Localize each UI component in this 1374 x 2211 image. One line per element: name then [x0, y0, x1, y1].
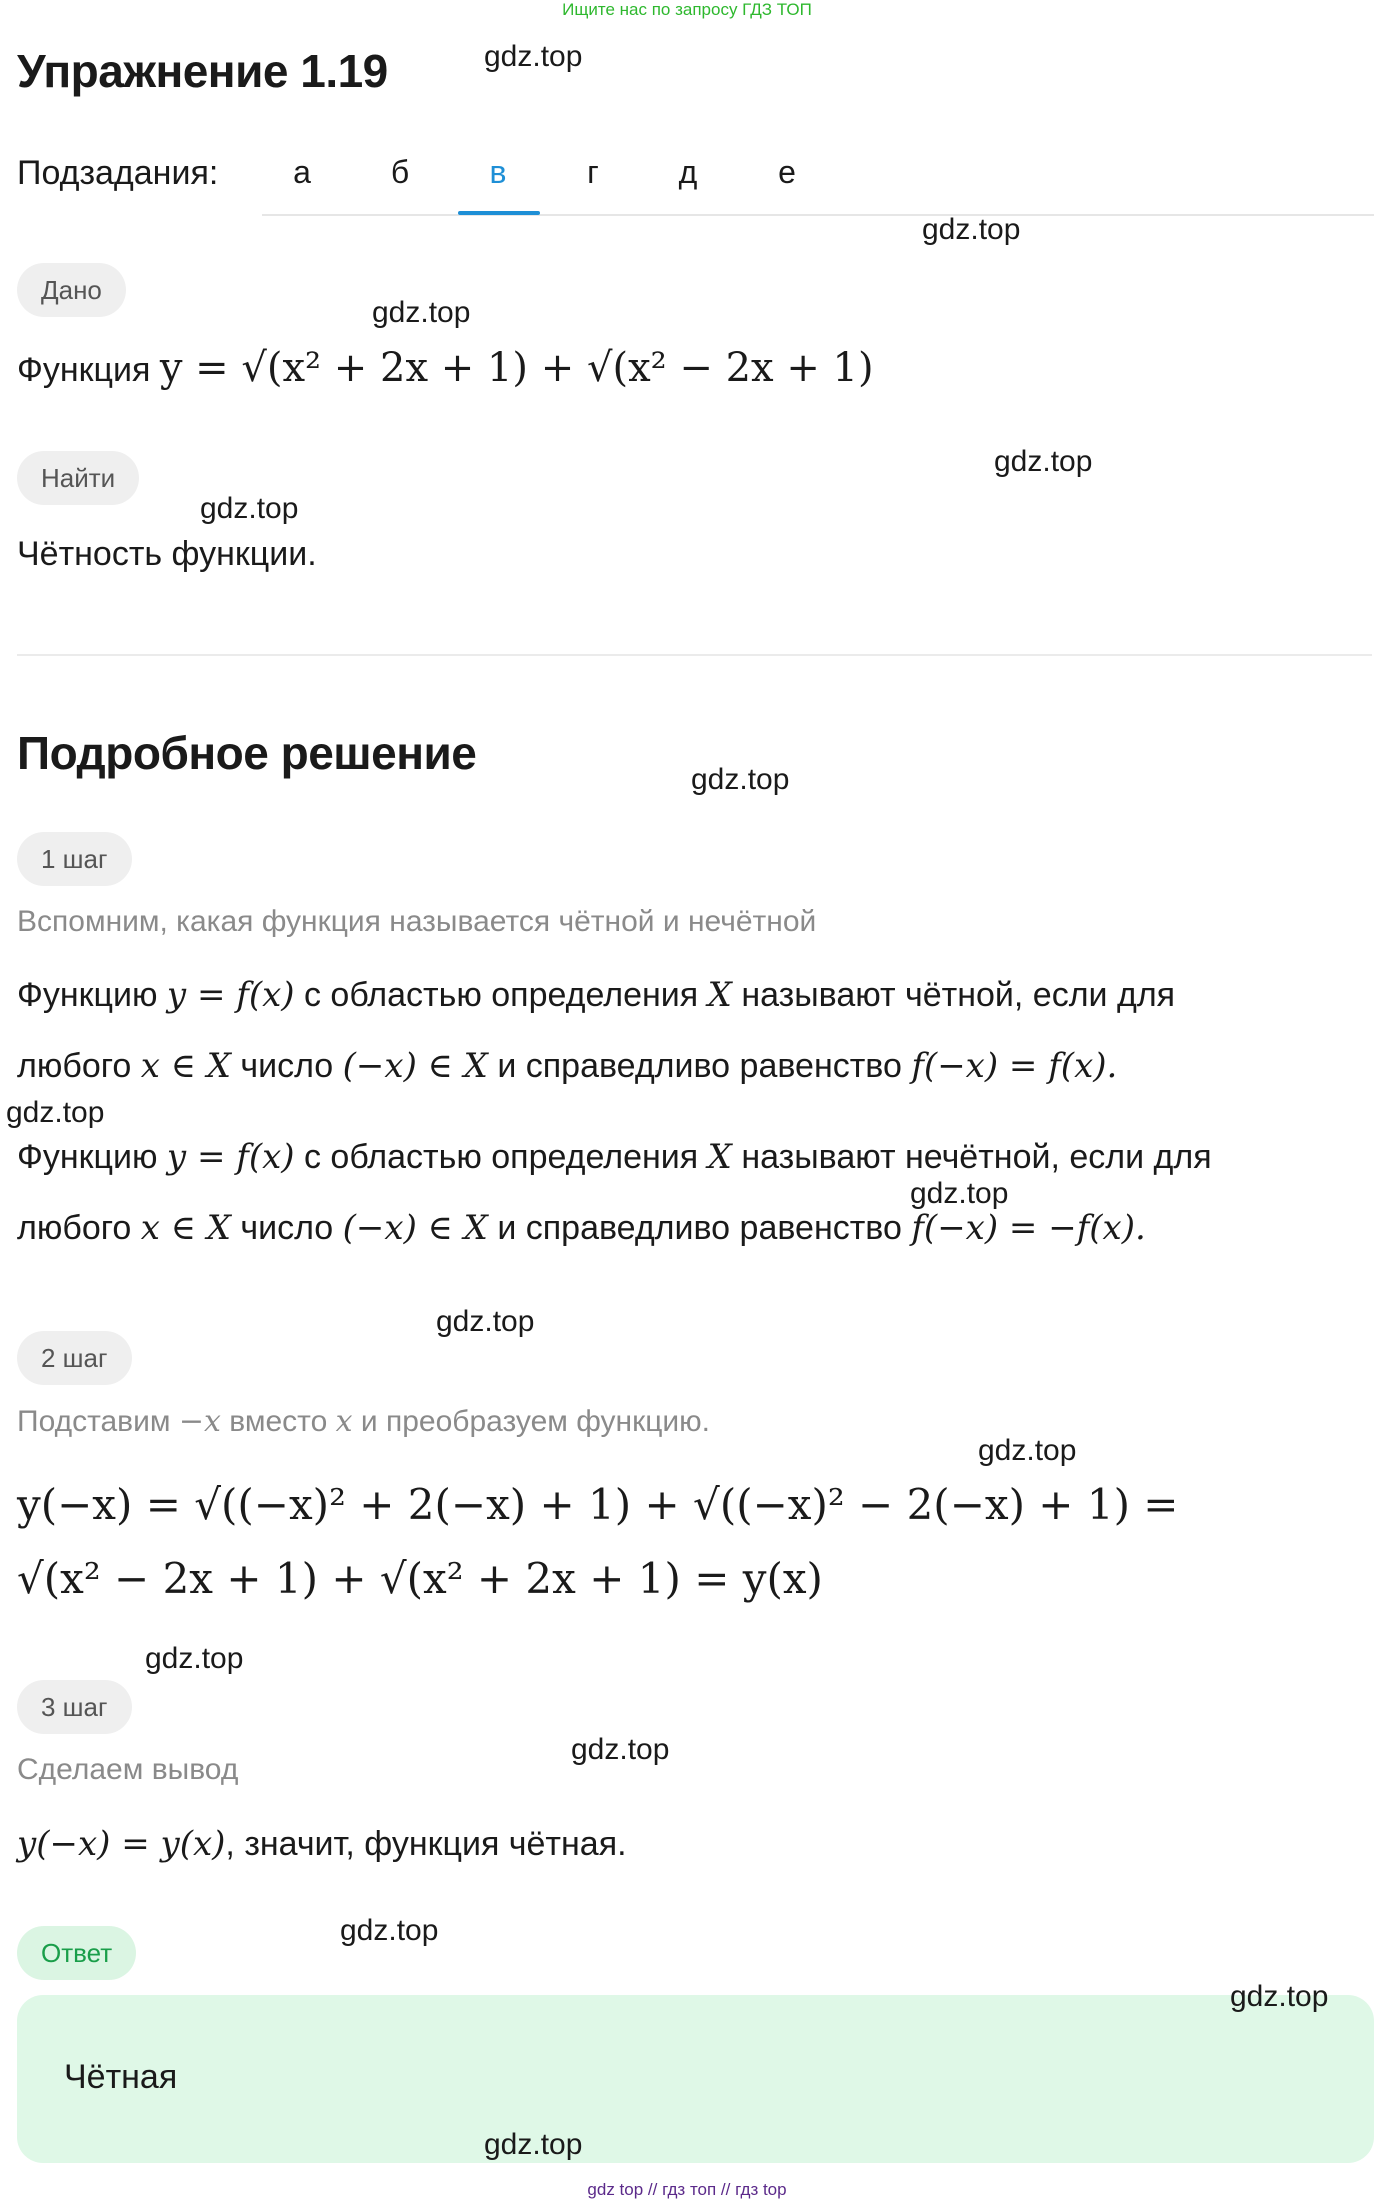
text-fragment: называют нечётной, если для [741, 1138, 1212, 1176]
text-fragment: Функцию [17, 1138, 158, 1176]
answer-text: Чётная [64, 2058, 178, 2096]
odd-def-line2 [17, 1208, 1146, 1248]
subtasks-label: Подзадания: [17, 154, 219, 192]
watermark: gdz.top [571, 1733, 670, 1766]
tab-g[interactable]: г [587, 154, 599, 190]
watermark: gdz.top [691, 763, 790, 796]
even-def-line1 [17, 975, 1175, 1015]
odd-def-line1 [17, 1137, 1212, 1177]
given-line [17, 345, 874, 391]
tab-e[interactable]: е [778, 154, 796, 190]
substitution-line1: y(−x) = √((−x)² + 2(−x) + 1) + √((−x)² − 2(−x) + 1) = [17, 1480, 1179, 1529]
watermark: gdz.top [978, 1434, 1077, 1467]
text-fragment: любого [17, 1209, 132, 1247]
text-fragment: и справедливо равенство [497, 1209, 902, 1247]
math-fragment: y = f(x) [166, 1137, 295, 1177]
math-fragment: X [707, 975, 732, 1015]
text-fragment: и справедливо равенство [497, 1047, 902, 1085]
math-fragment: x [335, 1404, 353, 1439]
watermark: gdz.top [372, 296, 471, 329]
step3-pill: 3 шаг [17, 1680, 132, 1734]
watermark: gdz.top [484, 40, 583, 73]
watermark: gdz.top [922, 213, 1021, 246]
text-fragment: Функцию [17, 976, 158, 1014]
find-pill: Найти [17, 451, 139, 505]
step2-subtitle [17, 1404, 710, 1439]
footer: gdz top // гдз топ // гдз top [587, 2180, 787, 2199]
page-title: Упражнение 1.19 [17, 45, 388, 97]
step3-subtitle: Сделаем вывод [17, 1753, 239, 1786]
find-text: Чётность функции. [17, 535, 317, 573]
answer-box [17, 1995, 1374, 2163]
math-fragment: x ∈ X [140, 1208, 231, 1248]
watermark: gdz.top [484, 2128, 583, 2161]
given-pill: Дано [17, 263, 126, 317]
text-fragment: называют чётной, если для [741, 976, 1176, 1014]
answer-pill: Ответ [17, 1926, 136, 1980]
math-fragment: x ∈ X [140, 1046, 231, 1086]
step1-subtitle: Вспомним, какая функция называется чётной и нечётной [17, 905, 817, 938]
watermark: gdz.top [994, 445, 1093, 478]
substitution-line2: √(x² − 2x + 1) + √(x² + 2x + 1) = y(x) [17, 1554, 823, 1603]
math-fragment: (−x) ∈ X [342, 1208, 488, 1248]
watermark: gdz.top [340, 1914, 439, 1947]
text-fragment: , значит, функция чётная. [225, 1825, 627, 1863]
watermark: gdz.top [200, 492, 299, 525]
text-fragment: вместо [229, 1405, 328, 1438]
math-fragment: (−x) ∈ X [342, 1046, 488, 1086]
solution-title: Подробное решение [17, 727, 477, 779]
tab-a[interactable]: а [293, 154, 311, 190]
watermark: gdz.top [910, 1177, 1009, 1210]
section-divider [17, 654, 1372, 656]
top-banner: Ищите нас по запросу ГДЗ ТОП [562, 0, 812, 19]
active-tab-indicator [458, 211, 540, 215]
math-fragment: y = f(x) [166, 975, 295, 1015]
text-fragment: с областью определения [303, 1138, 699, 1176]
math-fragment: −x [178, 1404, 221, 1439]
step1-pill: 1 шаг [17, 832, 132, 886]
text-fragment: Подставим [17, 1405, 171, 1438]
text-fragment: число [240, 1047, 334, 1085]
even-def-line2 [17, 1046, 1117, 1086]
watermark: gdz.top [145, 1642, 244, 1675]
math-fragment: f(−x) = f(x). [911, 1046, 1118, 1086]
text-fragment: любого [17, 1047, 132, 1085]
watermark: gdz.top [436, 1305, 535, 1338]
tab-b[interactable]: б [390, 154, 410, 190]
math-fragment: X [707, 1137, 732, 1177]
subtasks-divider [262, 214, 1374, 216]
text-fragment: и преобразуем функцию. [360, 1405, 711, 1438]
math-fragment: f(−x) = −f(x). [911, 1208, 1146, 1248]
text-fragment: с областью определения [303, 976, 699, 1014]
given-prefix: Функция [17, 351, 151, 389]
given-formula: y = √(x² + 2x + 1) + √(x² − 2x + 1) [159, 345, 874, 391]
step2-pill: 2 шаг [17, 1331, 132, 1385]
math-fragment: y(−x) = y(x) [17, 1824, 226, 1864]
tab-d[interactable]: д [678, 154, 698, 190]
watermark: gdz.top [6, 1096, 105, 1129]
watermark: gdz.top [1230, 1980, 1329, 2013]
text-fragment: число [240, 1209, 334, 1247]
conclusion-line [17, 1824, 627, 1864]
tab-v-active[interactable]: в [489, 154, 507, 190]
